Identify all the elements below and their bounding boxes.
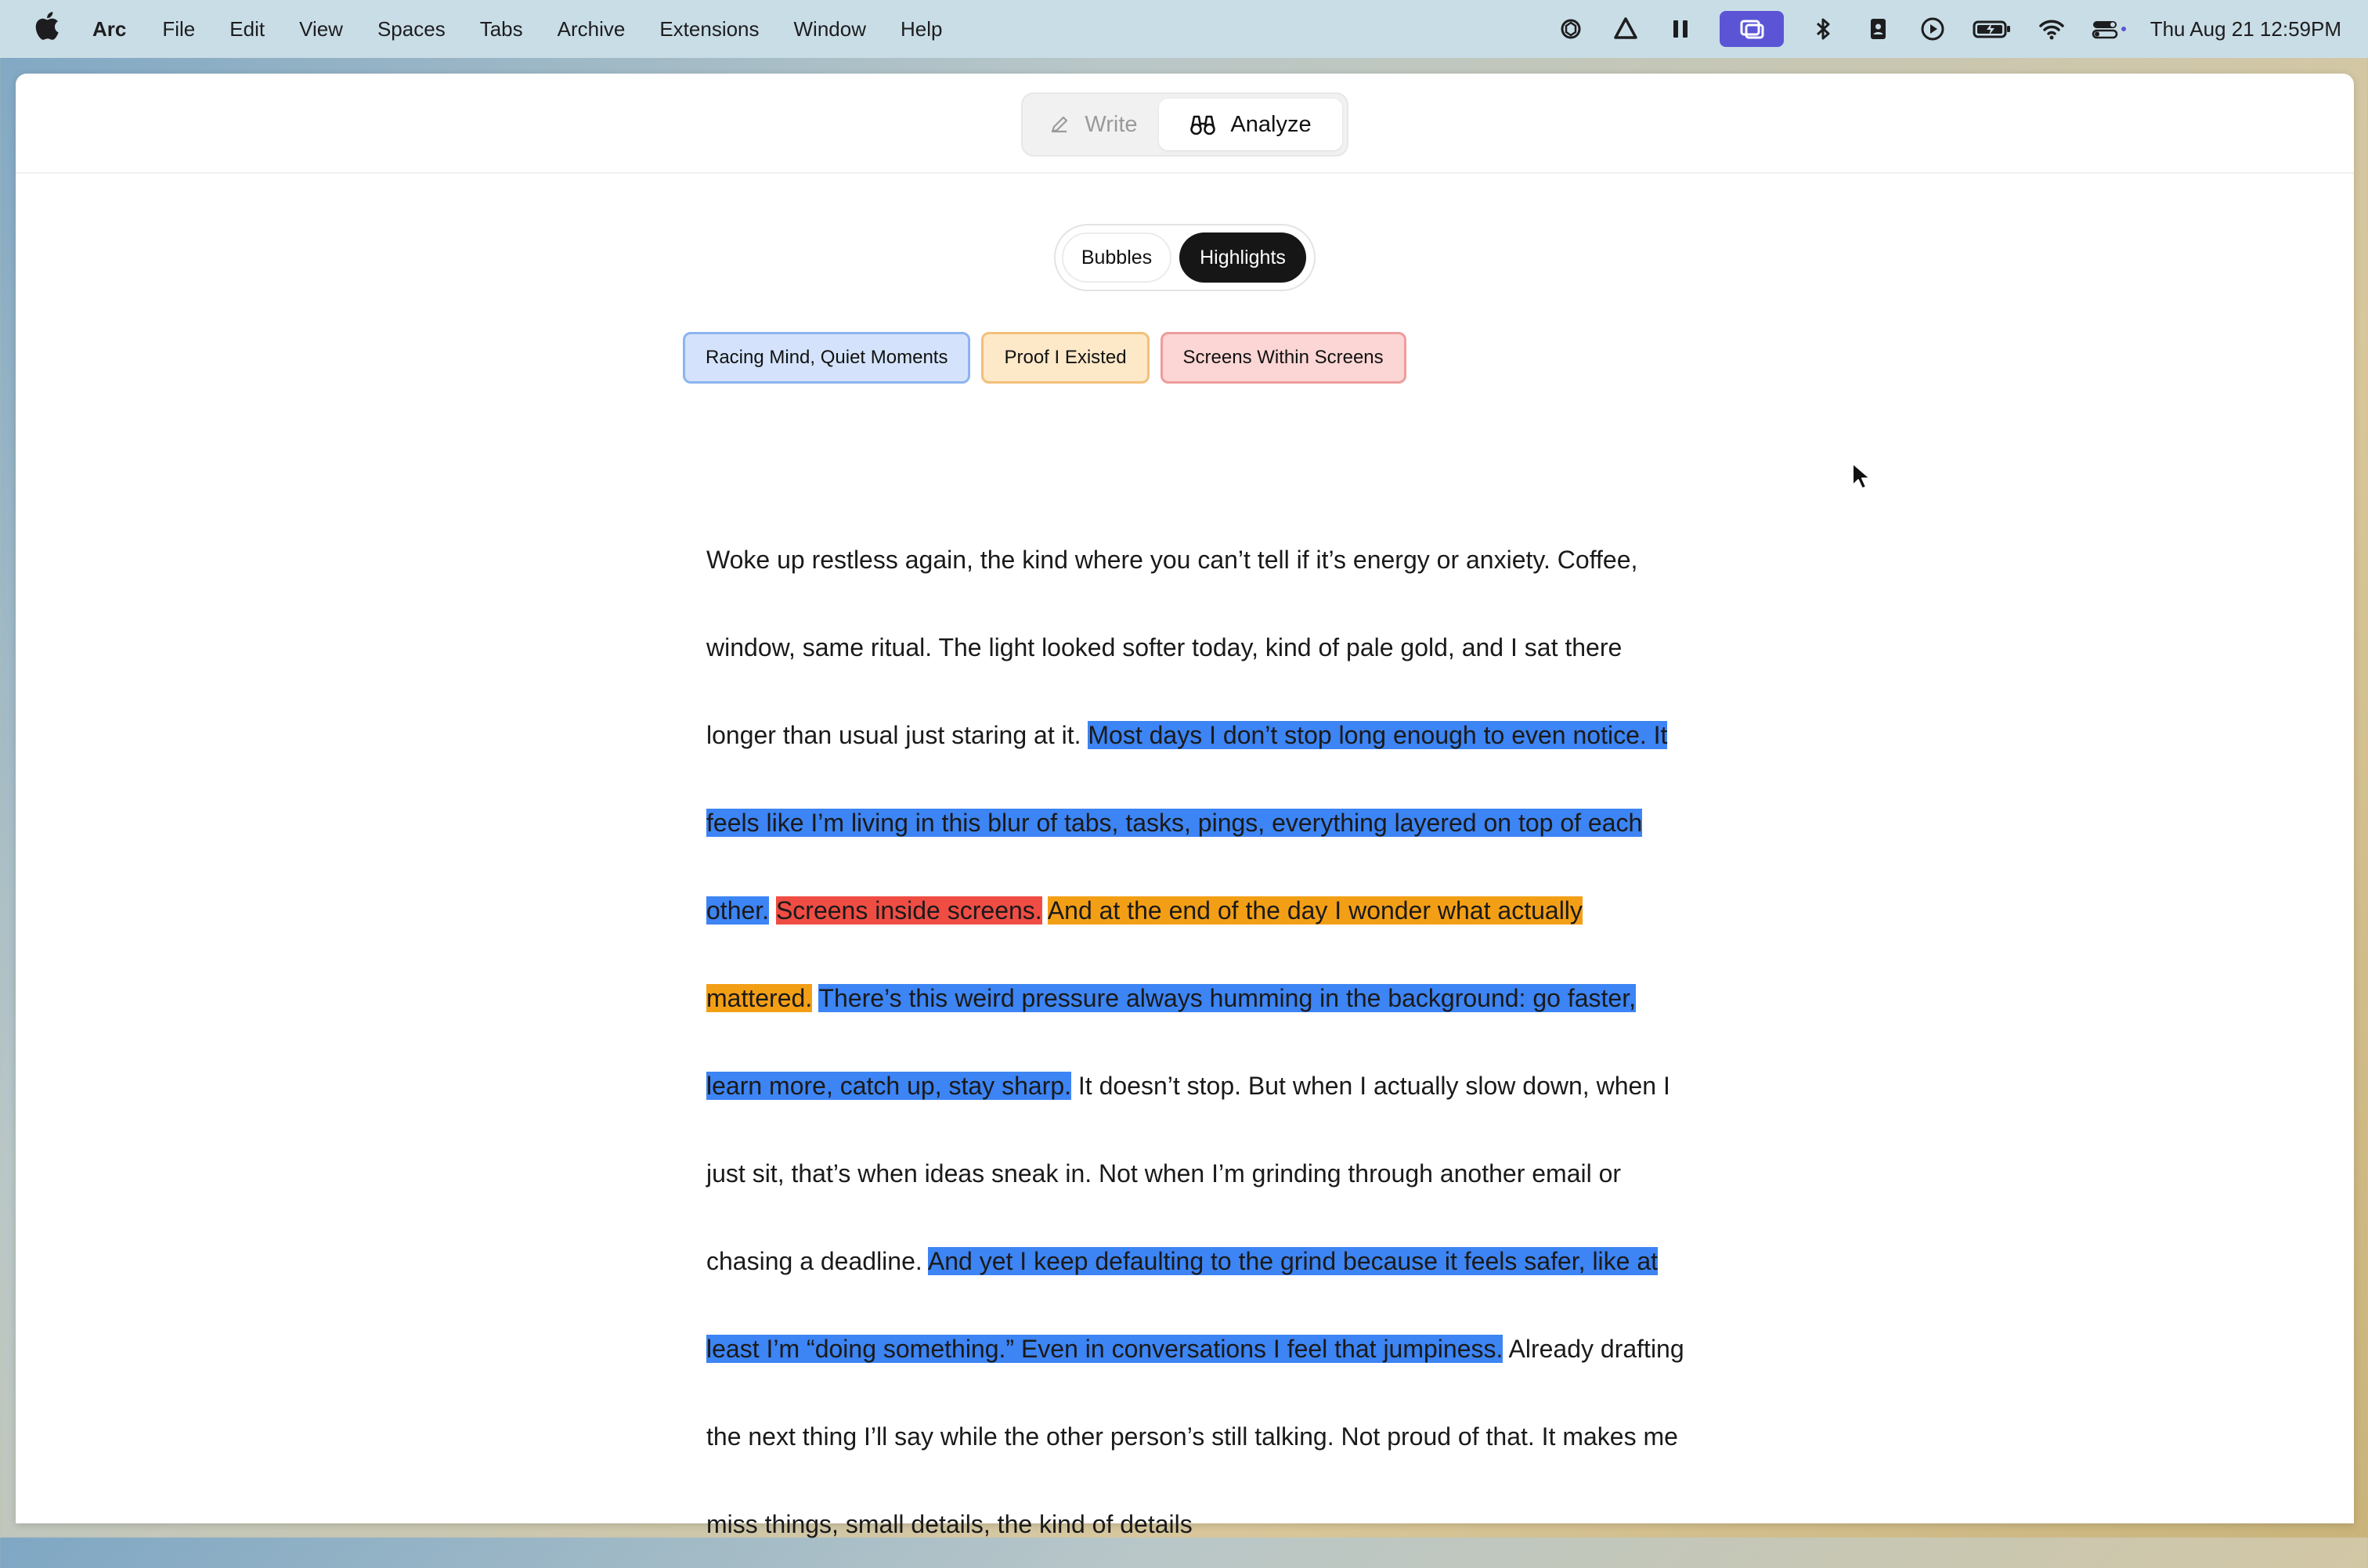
battery-icon[interactable] [1972,13,2012,45]
menu-bar [0,0,2368,58]
bluetooth-icon[interactable] [1807,13,1839,45]
theme-chip-racing-mind[interactable]: Racing Mind, Quiet Moments [683,332,970,384]
analyze-mode-button[interactable] [1159,99,1342,150]
top-toolbar [16,74,2354,174]
menu-help[interactable]: Help [901,16,943,41]
play-icon[interactable] [1917,13,1948,45]
highlight-racing-mind[interactable]: Most days I don’t stop long enough to even notice. It feels like I’m living in this blur of tabs, tasks, pings, everything layered on top of each other. [706,721,1668,925]
menu-tabs[interactable]: Tabs [479,16,523,41]
menu-spaces[interactable]: Spaces [377,16,446,41]
drive-icon[interactable] [1610,13,1641,45]
journal-entry [706,516,1693,1568]
binoculars-icon [1189,113,1216,136]
entry-text: Woke up restless again, the kind where you can’t tell if it’s energy or anxiety. Coffee, window, same ritual. The light looked softer today, kind of pale gold, and I sat there longer than usual just staring at it. [706,546,1638,749]
theme-chips [683,332,1417,384]
analyze-mode-label: Analyze [1230,111,1312,137]
menu-app-name[interactable]: Arc [92,16,127,41]
view-toggle [1054,224,1316,291]
pencil-icon [1049,114,1070,135]
apple-menu-icon[interactable] [30,12,64,47]
theme-chip-screens-within-screens[interactable]: Screens Within Screens [1161,332,1406,384]
menu-file[interactable]: File [162,16,196,41]
menu-extensions[interactable]: Extensions [659,16,760,41]
highlights-view-button[interactable]: Highlights [1179,232,1306,283]
menu-view[interactable]: View [299,16,343,41]
wifi-icon[interactable] [2036,13,2067,45]
app-window [16,74,2354,1538]
pause-icon[interactable] [1665,13,1696,45]
entry-text: It doesn’t stop. But when I actually slow down, when I just sit, that’s when ideas sneak in. Not when I’m grinding through another email or chasing a deadline. [706,1072,1670,1275]
bubbles-view-button[interactable]: Bubbles [1062,232,1171,283]
entry-text [769,896,776,925]
theme-chip-proof-i-existed[interactable]: Proof I Existed [981,332,1149,384]
highlight-racing-mind[interactable]: There’s this weird pressure always humming in the background: go faster, learn more, catch up, stay sharp. [706,984,1636,1100]
menu-bar-clock[interactable]: Thu Aug 21 12:59PM [2150,16,2341,41]
highlight-screens-within-screens[interactable]: Screens inside screens. [775,896,1042,925]
mouse-cursor-icon [1851,462,1872,490]
entry-text: Already drafting the next thing I’ll say while the other person’s still talking. Not proud of that. It makes me miss things, small details, the kind of details [706,1335,1684,1538]
control-center-icon[interactable] [2091,13,2128,45]
menu-edit[interactable]: Edit [229,16,265,41]
screen-mirror-icon[interactable] [1720,11,1784,47]
chatgpt-icon[interactable] [1555,13,1586,45]
contacts-icon[interactable] [1862,13,1893,45]
highlight-proof-i-existed[interactable]: And at the end of the day I wonder what actually mattered. [706,896,1583,1012]
write-mode-button[interactable] [1027,99,1159,150]
mode-toggle [1021,92,1348,157]
highlight-racing-mind[interactable]: And yet I keep defaulting to the grind because it feels safer, like at least I’m “doing something.” Even in conversations I feel that jumpiness. [706,1247,1659,1363]
write-mode-label: Write [1085,111,1138,137]
entry-text [1042,896,1048,925]
menu-window[interactable]: Window [793,16,866,41]
menu-archive[interactable]: Archive [557,16,626,41]
